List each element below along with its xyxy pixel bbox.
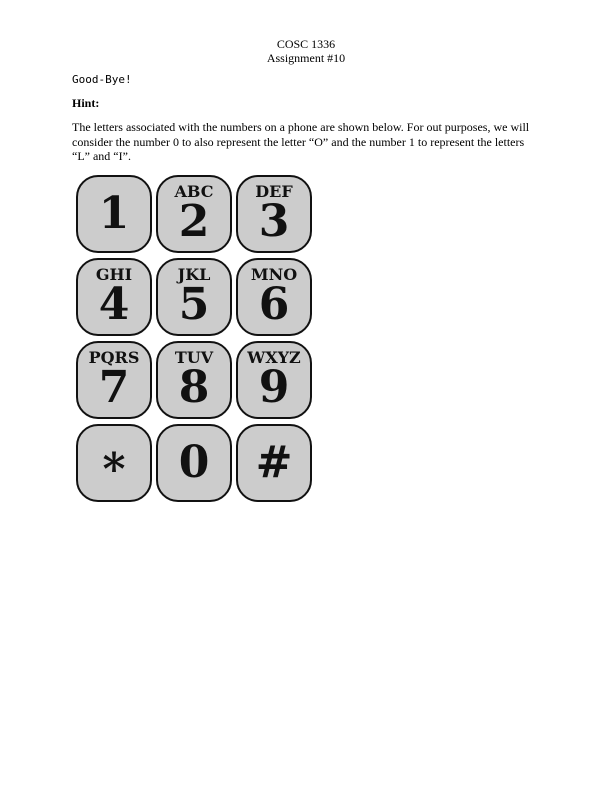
key-digit: 2 bbox=[178, 196, 210, 247]
key-digit: 7 bbox=[98, 362, 130, 413]
key-letters: JKL bbox=[177, 265, 211, 284]
key-digit: * bbox=[102, 444, 126, 495]
key-letters: TUV bbox=[174, 348, 214, 367]
key-digit: 9 bbox=[258, 362, 290, 413]
course-code: COSC 1336 bbox=[276, 37, 336, 51]
key-digit: 6 bbox=[258, 279, 290, 330]
keypad-key-2 bbox=[156, 175, 232, 253]
keypad-key-6 bbox=[236, 258, 312, 336]
phone-keypad-image bbox=[76, 175, 316, 503]
keypad-key-star bbox=[76, 424, 152, 502]
key-digit: 5 bbox=[178, 279, 210, 330]
keypad-key-5 bbox=[156, 258, 232, 336]
key-digit: 3 bbox=[258, 196, 290, 247]
keypad-key-7 bbox=[76, 341, 152, 419]
assignment-title: Assignment #10 bbox=[266, 51, 346, 65]
keypad-key-0 bbox=[156, 424, 232, 502]
key-digit: 1 bbox=[98, 188, 130, 239]
hint-label: Hint: bbox=[72, 96, 100, 110]
keypad-key-1 bbox=[76, 175, 152, 253]
keypad-key-4 bbox=[76, 258, 152, 336]
hint-paragraph: The letters associated with the numbers on a phone are shown below. For out purposes, we will consider the number 0 to also represent the letter “O” and the number 1 to represent the letters “L” and “I”. bbox=[72, 120, 530, 163]
keypad-key-3 bbox=[236, 175, 312, 253]
keypad-key-8 bbox=[156, 341, 232, 419]
key-letters: MNO bbox=[250, 265, 298, 284]
key-digit: # bbox=[255, 437, 293, 488]
key-digit: 4 bbox=[98, 279, 130, 330]
key-letters: GHI bbox=[95, 265, 133, 284]
key-letters: WXYZ bbox=[247, 348, 301, 367]
keypad-key-hash bbox=[236, 424, 312, 502]
key-letters: ABC bbox=[174, 182, 214, 201]
document-header bbox=[0, 37, 612, 65]
key-letters: PQRS bbox=[88, 348, 140, 367]
key-digit: 0 bbox=[178, 437, 210, 488]
program-name: Good-Bye! bbox=[72, 73, 132, 86]
key-letters: DEF bbox=[255, 182, 293, 201]
key-digit: 8 bbox=[178, 362, 210, 413]
keypad-key-9 bbox=[236, 341, 312, 419]
